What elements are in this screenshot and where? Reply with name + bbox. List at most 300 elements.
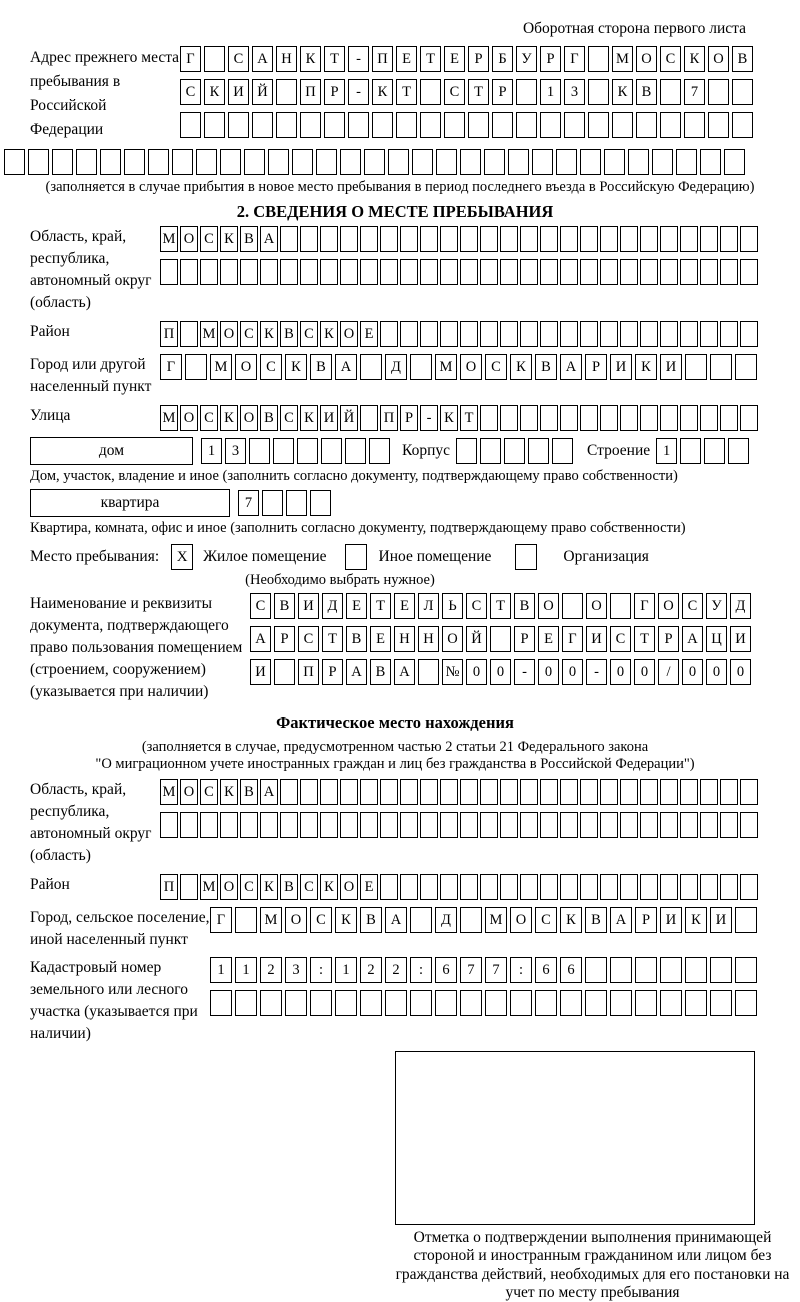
char-cell[interactable]: С bbox=[200, 226, 218, 252]
document-row-2[interactable] bbox=[250, 626, 760, 652]
char-cell[interactable]: А bbox=[335, 354, 357, 380]
city-row[interactable] bbox=[160, 354, 757, 398]
char-cell[interactable] bbox=[348, 112, 369, 138]
char-cell[interactable] bbox=[580, 321, 598, 347]
char-cell[interactable] bbox=[710, 354, 732, 380]
char-cell[interactable] bbox=[610, 593, 631, 619]
confirmation-mark-box[interactable] bbox=[395, 1051, 755, 1225]
char-cell[interactable]: Н bbox=[418, 626, 439, 652]
char-cell[interactable] bbox=[228, 112, 249, 138]
char-cell[interactable] bbox=[340, 149, 361, 175]
char-cell[interactable]: - bbox=[586, 659, 607, 685]
char-cell[interactable] bbox=[500, 874, 518, 900]
char-cell[interactable] bbox=[324, 112, 345, 138]
char-cell[interactable] bbox=[310, 490, 331, 516]
char-cell[interactable]: О bbox=[586, 593, 607, 619]
char-cell[interactable]: Р bbox=[400, 405, 418, 431]
char-cell[interactable]: К bbox=[320, 874, 338, 900]
char-cell[interactable]: С bbox=[240, 321, 258, 347]
char-cell[interactable]: Т bbox=[420, 46, 441, 72]
char-cell[interactable] bbox=[560, 812, 578, 838]
char-cell[interactable]: С bbox=[280, 405, 298, 431]
char-cell[interactable]: К bbox=[685, 907, 707, 933]
char-cell[interactable] bbox=[552, 438, 573, 464]
char-cell[interactable] bbox=[460, 812, 478, 838]
char-cell[interactable]: В bbox=[585, 907, 607, 933]
char-cell[interactable] bbox=[560, 405, 578, 431]
char-cell[interactable] bbox=[300, 112, 321, 138]
char-cell[interactable] bbox=[540, 321, 558, 347]
char-cell[interactable]: О bbox=[180, 405, 198, 431]
char-cell[interactable] bbox=[680, 812, 698, 838]
char-cell[interactable]: : bbox=[410, 957, 432, 983]
char-cell[interactable]: Т bbox=[370, 593, 391, 619]
prev-address-row-1[interactable] bbox=[180, 46, 760, 72]
char-cell[interactable] bbox=[660, 112, 681, 138]
char-cell[interactable]: У bbox=[706, 593, 727, 619]
char-cell[interactable] bbox=[620, 874, 638, 900]
char-cell[interactable]: И bbox=[660, 907, 682, 933]
char-cell[interactable] bbox=[124, 149, 145, 175]
char-cell[interactable]: 0 bbox=[634, 659, 655, 685]
char-cell[interactable]: А bbox=[610, 907, 632, 933]
char-cell[interactable]: - bbox=[348, 79, 369, 105]
char-cell[interactable] bbox=[300, 779, 318, 805]
char-cell[interactable]: А bbox=[346, 659, 367, 685]
char-cell[interactable] bbox=[320, 779, 338, 805]
char-cell[interactable] bbox=[180, 112, 201, 138]
char-cell[interactable] bbox=[235, 990, 257, 1016]
char-cell[interactable]: Е bbox=[538, 626, 559, 652]
char-cell[interactable]: О bbox=[180, 779, 198, 805]
char-cell[interactable] bbox=[460, 149, 481, 175]
char-cell[interactable] bbox=[240, 259, 258, 285]
char-cell[interactable]: О bbox=[510, 907, 532, 933]
char-cell[interactable]: С bbox=[610, 626, 631, 652]
char-cell[interactable]: Д bbox=[435, 907, 457, 933]
char-cell[interactable] bbox=[276, 79, 297, 105]
char-cell[interactable]: : bbox=[310, 957, 332, 983]
char-cell[interactable] bbox=[321, 438, 342, 464]
char-cell[interactable] bbox=[720, 259, 738, 285]
char-cell[interactable] bbox=[420, 321, 438, 347]
char-cell[interactable] bbox=[180, 812, 198, 838]
char-cell[interactable]: 1 bbox=[235, 957, 257, 983]
char-cell[interactable]: 0 bbox=[538, 659, 559, 685]
char-cell[interactable]: Г bbox=[160, 354, 182, 380]
char-cell[interactable] bbox=[360, 259, 378, 285]
char-cell[interactable]: К bbox=[204, 79, 225, 105]
char-cell[interactable]: 7 bbox=[485, 957, 507, 983]
char-cell[interactable]: Т bbox=[460, 405, 478, 431]
char-cell[interactable] bbox=[735, 354, 757, 380]
char-cell[interactable]: Н bbox=[394, 626, 415, 652]
char-cell[interactable] bbox=[235, 907, 257, 933]
char-cell[interactable] bbox=[520, 259, 538, 285]
apartment-cells[interactable] bbox=[238, 490, 331, 516]
char-cell[interactable] bbox=[680, 405, 698, 431]
char-cell[interactable] bbox=[244, 149, 265, 175]
char-cell[interactable] bbox=[720, 321, 738, 347]
char-cell[interactable]: 1 bbox=[210, 957, 232, 983]
char-cell[interactable] bbox=[720, 226, 738, 252]
char-cell[interactable]: И bbox=[660, 354, 682, 380]
char-cell[interactable] bbox=[740, 321, 758, 347]
char-cell[interactable] bbox=[635, 957, 657, 983]
char-cell[interactable]: О bbox=[220, 874, 238, 900]
char-cell[interactable]: К bbox=[300, 405, 318, 431]
char-cell[interactable]: К bbox=[260, 321, 278, 347]
char-cell[interactable] bbox=[520, 405, 538, 431]
char-cell[interactable]: К bbox=[260, 874, 278, 900]
cadastre-row-2[interactable] bbox=[210, 990, 760, 1016]
char-cell[interactable]: В bbox=[514, 593, 535, 619]
char-cell[interactable] bbox=[562, 593, 583, 619]
char-cell[interactable]: С bbox=[660, 46, 681, 72]
char-cell[interactable] bbox=[720, 874, 738, 900]
street-row[interactable] bbox=[160, 405, 758, 431]
char-cell[interactable]: М bbox=[200, 874, 218, 900]
char-cell[interactable] bbox=[500, 259, 518, 285]
char-cell[interactable]: И bbox=[730, 626, 751, 652]
char-cell[interactable] bbox=[4, 149, 25, 175]
char-cell[interactable] bbox=[710, 990, 732, 1016]
char-cell[interactable] bbox=[660, 957, 682, 983]
char-cell[interactable] bbox=[185, 354, 207, 380]
char-cell[interactable] bbox=[660, 79, 681, 105]
char-cell[interactable] bbox=[273, 438, 294, 464]
char-cell[interactable] bbox=[280, 779, 298, 805]
char-cell[interactable] bbox=[440, 874, 458, 900]
char-cell[interactable] bbox=[540, 226, 558, 252]
char-cell[interactable] bbox=[420, 259, 438, 285]
char-cell[interactable] bbox=[620, 259, 638, 285]
fact-district-row[interactable] bbox=[160, 874, 758, 900]
char-cell[interactable] bbox=[540, 112, 561, 138]
char-cell[interactable] bbox=[740, 812, 758, 838]
char-cell[interactable]: К bbox=[220, 779, 238, 805]
char-cell[interactable] bbox=[628, 149, 649, 175]
char-cell[interactable] bbox=[640, 779, 658, 805]
char-cell[interactable]: С bbox=[260, 354, 282, 380]
char-cell[interactable] bbox=[172, 149, 193, 175]
char-cell[interactable]: В bbox=[280, 874, 298, 900]
char-cell[interactable] bbox=[160, 812, 178, 838]
fact-region-row-1[interactable] bbox=[160, 779, 760, 805]
char-cell[interactable]: А bbox=[260, 226, 278, 252]
char-cell[interactable] bbox=[340, 226, 358, 252]
char-cell[interactable]: М bbox=[160, 405, 178, 431]
char-cell[interactable] bbox=[460, 779, 478, 805]
char-cell[interactable] bbox=[262, 490, 283, 516]
char-cell[interactable] bbox=[220, 812, 238, 838]
char-cell[interactable] bbox=[148, 149, 169, 175]
char-cell[interactable] bbox=[500, 226, 518, 252]
char-cell[interactable]: Н bbox=[276, 46, 297, 72]
char-cell[interactable] bbox=[204, 112, 225, 138]
char-cell[interactable]: О bbox=[636, 46, 657, 72]
char-cell[interactable] bbox=[708, 112, 729, 138]
char-cell[interactable] bbox=[268, 149, 289, 175]
char-cell[interactable]: Д bbox=[385, 354, 407, 380]
char-cell[interactable]: В bbox=[240, 226, 258, 252]
fact-region-row-2[interactable] bbox=[160, 812, 760, 838]
char-cell[interactable]: С bbox=[485, 354, 507, 380]
char-cell[interactable]: В bbox=[274, 593, 295, 619]
char-cell[interactable] bbox=[680, 779, 698, 805]
char-cell[interactable]: / bbox=[658, 659, 679, 685]
char-cell[interactable] bbox=[200, 812, 218, 838]
char-cell[interactable] bbox=[728, 438, 749, 464]
char-cell[interactable] bbox=[600, 321, 618, 347]
char-cell[interactable]: И bbox=[610, 354, 632, 380]
char-cell[interactable]: С bbox=[466, 593, 487, 619]
char-cell[interactable] bbox=[480, 812, 498, 838]
char-cell[interactable] bbox=[286, 490, 307, 516]
char-cell[interactable] bbox=[680, 321, 698, 347]
char-cell[interactable] bbox=[360, 354, 382, 380]
char-cell[interactable] bbox=[249, 438, 270, 464]
char-cell[interactable]: 3 bbox=[285, 957, 307, 983]
char-cell[interactable]: О bbox=[708, 46, 729, 72]
char-cell[interactable] bbox=[396, 112, 417, 138]
char-cell[interactable]: А bbox=[260, 779, 278, 805]
char-cell[interactable] bbox=[420, 812, 438, 838]
char-cell[interactable]: И bbox=[586, 626, 607, 652]
char-cell[interactable] bbox=[504, 438, 525, 464]
char-cell[interactable]: П bbox=[160, 321, 178, 347]
char-cell[interactable]: Д bbox=[730, 593, 751, 619]
char-cell[interactable] bbox=[210, 990, 232, 1016]
char-cell[interactable] bbox=[274, 659, 295, 685]
char-cell[interactable]: О bbox=[538, 593, 559, 619]
char-cell[interactable]: К bbox=[440, 405, 458, 431]
char-cell[interactable] bbox=[420, 779, 438, 805]
char-cell[interactable] bbox=[380, 321, 398, 347]
char-cell[interactable] bbox=[520, 321, 538, 347]
char-cell[interactable]: 0 bbox=[610, 659, 631, 685]
char-cell[interactable]: П bbox=[298, 659, 319, 685]
char-cell[interactable]: - bbox=[514, 659, 535, 685]
char-cell[interactable] bbox=[708, 79, 729, 105]
char-cell[interactable]: 7 bbox=[238, 490, 259, 516]
char-cell[interactable]: О bbox=[340, 874, 358, 900]
char-cell[interactable]: Й bbox=[340, 405, 358, 431]
char-cell[interactable] bbox=[320, 226, 338, 252]
char-cell[interactable] bbox=[610, 990, 632, 1016]
char-cell[interactable] bbox=[540, 874, 558, 900]
char-cell[interactable] bbox=[385, 990, 407, 1016]
char-cell[interactable]: 0 bbox=[682, 659, 703, 685]
char-cell[interactable]: О bbox=[285, 907, 307, 933]
char-cell[interactable]: 2 bbox=[360, 957, 382, 983]
char-cell[interactable]: Б bbox=[492, 46, 513, 72]
char-cell[interactable]: И bbox=[710, 907, 732, 933]
char-cell[interactable] bbox=[588, 112, 609, 138]
char-cell[interactable] bbox=[516, 79, 537, 105]
char-cell[interactable] bbox=[468, 112, 489, 138]
char-cell[interactable] bbox=[516, 112, 537, 138]
char-cell[interactable] bbox=[292, 149, 313, 175]
char-cell[interactable] bbox=[400, 874, 418, 900]
char-cell[interactable] bbox=[440, 226, 458, 252]
region-row-2[interactable] bbox=[160, 259, 760, 285]
char-cell[interactable] bbox=[492, 112, 513, 138]
char-cell[interactable] bbox=[400, 226, 418, 252]
char-cell[interactable] bbox=[360, 226, 378, 252]
char-cell[interactable] bbox=[420, 79, 441, 105]
char-cell[interactable] bbox=[485, 990, 507, 1016]
char-cell[interactable] bbox=[444, 112, 465, 138]
char-cell[interactable] bbox=[710, 957, 732, 983]
char-cell[interactable]: А bbox=[560, 354, 582, 380]
char-cell[interactable] bbox=[200, 259, 218, 285]
char-cell[interactable]: К bbox=[560, 907, 582, 933]
char-cell[interactable] bbox=[300, 812, 318, 838]
char-cell[interactable] bbox=[560, 990, 582, 1016]
char-cell[interactable] bbox=[640, 405, 658, 431]
char-cell[interactable] bbox=[456, 438, 477, 464]
char-cell[interactable]: К bbox=[684, 46, 705, 72]
prev-address-row-3[interactable] bbox=[180, 112, 760, 138]
char-cell[interactable]: Р bbox=[585, 354, 607, 380]
char-cell[interactable] bbox=[640, 226, 658, 252]
char-cell[interactable] bbox=[100, 149, 121, 175]
char-cell[interactable]: М bbox=[200, 321, 218, 347]
char-cell[interactable]: Е bbox=[360, 321, 378, 347]
char-cell[interactable] bbox=[740, 874, 758, 900]
char-cell[interactable] bbox=[735, 957, 757, 983]
char-cell[interactable] bbox=[560, 874, 578, 900]
char-cell[interactable]: И bbox=[298, 593, 319, 619]
char-cell[interactable] bbox=[280, 812, 298, 838]
char-cell[interactable]: К bbox=[285, 354, 307, 380]
char-cell[interactable] bbox=[520, 779, 538, 805]
char-cell[interactable]: И bbox=[228, 79, 249, 105]
char-cell[interactable]: 3 bbox=[225, 438, 246, 464]
char-cell[interactable]: О bbox=[240, 405, 258, 431]
char-cell[interactable] bbox=[400, 259, 418, 285]
char-cell[interactable] bbox=[685, 354, 707, 380]
char-cell[interactable] bbox=[260, 259, 278, 285]
char-cell[interactable]: Г bbox=[562, 626, 583, 652]
prev-address-row-2[interactable] bbox=[180, 79, 760, 105]
char-cell[interactable]: В bbox=[636, 79, 657, 105]
char-cell[interactable] bbox=[460, 874, 478, 900]
char-cell[interactable]: С bbox=[240, 874, 258, 900]
prev-address-row-4[interactable] bbox=[4, 149, 760, 175]
char-cell[interactable] bbox=[620, 812, 638, 838]
char-cell[interactable]: Р bbox=[468, 46, 489, 72]
char-cell[interactable]: Е bbox=[346, 593, 367, 619]
char-cell[interactable] bbox=[680, 874, 698, 900]
char-cell[interactable] bbox=[76, 149, 97, 175]
char-cell[interactable]: Г bbox=[564, 46, 585, 72]
char-cell[interactable]: 6 bbox=[535, 957, 557, 983]
char-cell[interactable] bbox=[280, 259, 298, 285]
char-cell[interactable] bbox=[740, 259, 758, 285]
char-cell[interactable]: 6 bbox=[560, 957, 582, 983]
char-cell[interactable]: Т bbox=[634, 626, 655, 652]
document-row-1[interactable] bbox=[250, 593, 760, 619]
char-cell[interactable] bbox=[196, 149, 217, 175]
char-cell[interactable] bbox=[660, 259, 678, 285]
checkbox-inoe[interactable] bbox=[345, 544, 367, 570]
char-cell[interactable] bbox=[460, 990, 482, 1016]
char-cell[interactable] bbox=[400, 812, 418, 838]
char-cell[interactable] bbox=[420, 874, 438, 900]
char-cell[interactable] bbox=[180, 874, 198, 900]
char-cell[interactable] bbox=[560, 779, 578, 805]
char-cell[interactable] bbox=[460, 226, 478, 252]
char-cell[interactable] bbox=[310, 990, 332, 1016]
char-cell[interactable] bbox=[360, 405, 378, 431]
char-cell[interactable] bbox=[480, 321, 498, 347]
char-cell[interactable] bbox=[660, 812, 678, 838]
char-cell[interactable]: Ь bbox=[442, 593, 463, 619]
char-cell[interactable] bbox=[660, 226, 678, 252]
char-cell[interactable] bbox=[704, 438, 725, 464]
char-cell[interactable] bbox=[252, 112, 273, 138]
char-cell[interactable] bbox=[700, 812, 718, 838]
char-cell[interactable] bbox=[280, 226, 298, 252]
char-cell[interactable] bbox=[740, 226, 758, 252]
char-cell[interactable]: К bbox=[635, 354, 657, 380]
char-cell[interactable] bbox=[700, 405, 718, 431]
char-cell[interactable] bbox=[580, 149, 601, 175]
char-cell[interactable] bbox=[340, 779, 358, 805]
char-cell[interactable] bbox=[260, 812, 278, 838]
char-cell[interactable]: С bbox=[180, 79, 201, 105]
char-cell[interactable]: С bbox=[682, 593, 703, 619]
char-cell[interactable]: С bbox=[310, 907, 332, 933]
stroenie-cells[interactable] bbox=[656, 438, 749, 464]
char-cell[interactable]: О bbox=[180, 226, 198, 252]
char-cell[interactable] bbox=[635, 990, 657, 1016]
char-cell[interactable] bbox=[580, 259, 598, 285]
char-cell[interactable] bbox=[364, 149, 385, 175]
char-cell[interactable] bbox=[380, 812, 398, 838]
char-cell[interactable] bbox=[480, 226, 498, 252]
char-cell[interactable] bbox=[380, 874, 398, 900]
char-cell[interactable]: 0 bbox=[730, 659, 751, 685]
char-cell[interactable] bbox=[297, 438, 318, 464]
char-cell[interactable] bbox=[600, 259, 618, 285]
char-cell[interactable]: О bbox=[340, 321, 358, 347]
char-cell[interactable]: А bbox=[682, 626, 703, 652]
char-cell[interactable]: М bbox=[160, 779, 178, 805]
char-cell[interactable]: Г bbox=[180, 46, 201, 72]
char-cell[interactable]: 2 bbox=[260, 957, 282, 983]
char-cell[interactable]: А bbox=[252, 46, 273, 72]
char-cell[interactable] bbox=[600, 874, 618, 900]
char-cell[interactable] bbox=[610, 957, 632, 983]
fact-city-row[interactable] bbox=[210, 907, 757, 951]
char-cell[interactable] bbox=[510, 990, 532, 1016]
char-cell[interactable]: О bbox=[220, 321, 238, 347]
char-cell[interactable]: И bbox=[250, 659, 271, 685]
char-cell[interactable] bbox=[580, 812, 598, 838]
house-cells[interactable] bbox=[201, 438, 390, 464]
char-cell[interactable]: 2 bbox=[385, 957, 407, 983]
char-cell[interactable] bbox=[420, 226, 438, 252]
char-cell[interactable]: Р bbox=[540, 46, 561, 72]
char-cell[interactable] bbox=[720, 812, 738, 838]
char-cell[interactable]: В bbox=[346, 626, 367, 652]
char-cell[interactable] bbox=[660, 874, 678, 900]
char-cell[interactable]: Й bbox=[466, 626, 487, 652]
char-cell[interactable]: Р bbox=[658, 626, 679, 652]
